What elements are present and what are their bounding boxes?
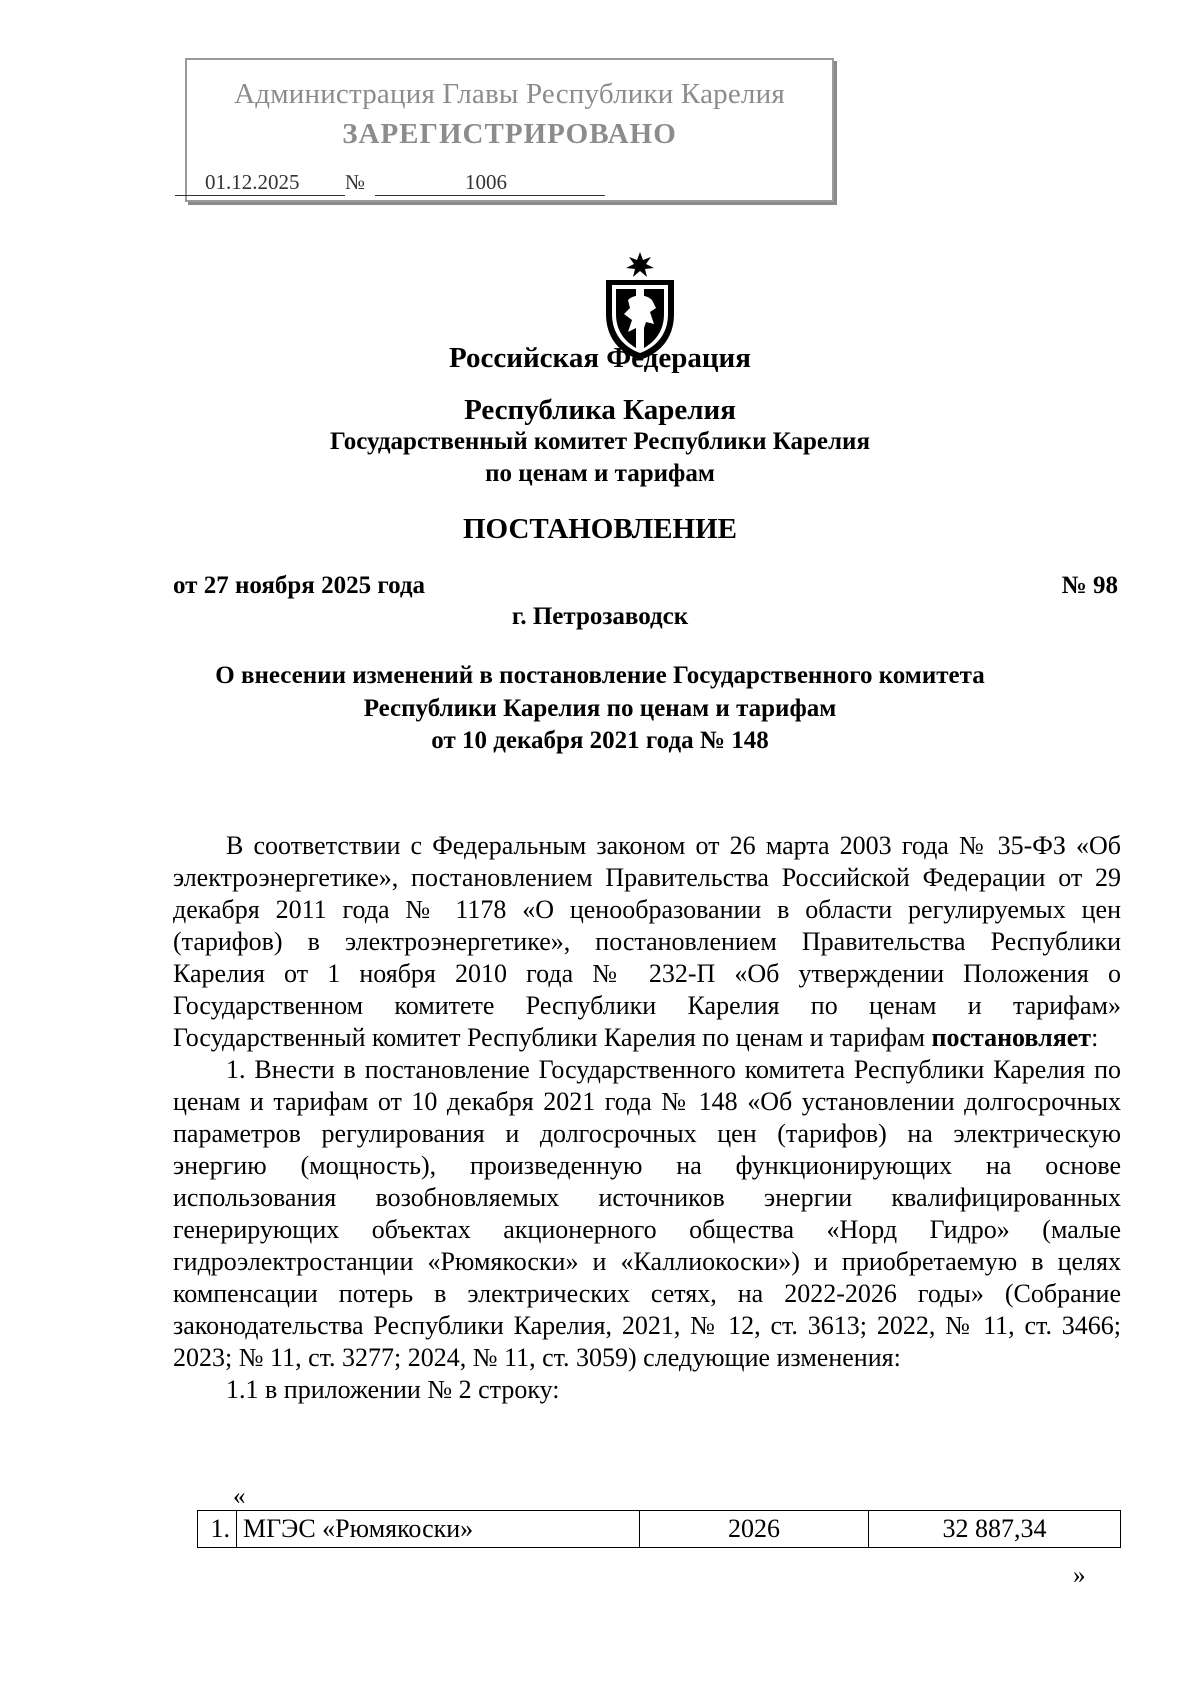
country-name: Российская Федерация (449, 342, 751, 374)
title-line1: О внесении изменений в постановление Государственного комитета (215, 662, 985, 689)
row-value: 32 887,34 (869, 1511, 1121, 1548)
row-year: 2026 (640, 1511, 869, 1548)
table-row (197, 1510, 1121, 1548)
stamp-number-sign: № (345, 170, 366, 194)
stamp-number: 1006 (375, 170, 605, 196)
stamp-date: 01.12.2025 (175, 170, 345, 196)
opening-quote: « (233, 1483, 246, 1510)
document-city: г. Петрозаводск (511, 603, 689, 630)
registration-stamp (185, 58, 834, 202)
paragraph-preamble: В соответствии с Федеральным законом от 26 марта 2003 года № 35-ФЗ «Об электроэнергетике», постановлением Правительства Российской Федерации от 29 декабря 2011 года № 1178 «О ценообразовании в области регулируемых цен (тарифов) в электроэнергетике», постановлением Правительства Республики Карелия от 1 ноября 2010 года № 232-П «Об утверждении Положения о Государственном комитете Республики Карелия по ценам и тарифам» Государственный комитет Республики Карелия по ценам и тарифам постановляет: (173, 831, 1121, 1052)
committee-name-line1: Государственный комитет Республики Карелия (330, 428, 870, 455)
stamp-organization: Администрация Главы Республики Карелия (234, 78, 785, 110)
title-line3: от 10 декабря 2021 года № 148 (431, 727, 769, 754)
stamp-status: ЗАРЕГИСТРИРОВАНО (342, 118, 677, 150)
republic-name: Республика Карелия (464, 394, 736, 426)
document-number: № 98 (1061, 572, 1118, 599)
committee-name-line2: по ценам и тарифам (485, 460, 715, 487)
document-type: ПОСТАНОВЛЕНИЕ (462, 513, 737, 545)
title-line2: Республики Карелия по ценам и тарифам (363, 695, 837, 722)
stamp-registration-line (175, 170, 605, 196)
paragraph-item-1: 1. Внести в постановление Государственного комитета Республики Карелия по ценам и тарифам от 10 декабря 2021 года № 148 «Об установлении долгосрочных параметров регулирования и долгосрочных цен (тарифов) на электрическую энергию (мощность), произведенную на функционирующих на основе использования возобновляемых источников энергии квалифицированных генерирующих объектах акционерного общества «Норд Гидро» (малые гидроэлектростанции «Рюмякоски» и «Каллиокоски») и приобретаемую в целях компенсации потерь в электрических сетях, на 2022-2026 годы» (Собрание законодательства Республики Карелия, 2021, № 12, ст. 3613; 2022, № 11, ст. 3466; 2023; № 11, ст. 3277; 2024, № 11, ст. 3059) следующие изменения: (173, 1055, 1121, 1372)
closing-quote: » (1073, 1562, 1086, 1589)
resolves-word: постановляет (931, 1023, 1092, 1052)
paragraph-item-1-1: 1.1 в приложении № 2 строку: (226, 1375, 560, 1404)
document-date: от 27 ноября 2025 года (173, 572, 425, 599)
row-number: 1. (198, 1511, 237, 1548)
document-body (173, 830, 1121, 1406)
station-name: МГЭС «Рюмякоски» (237, 1511, 640, 1548)
